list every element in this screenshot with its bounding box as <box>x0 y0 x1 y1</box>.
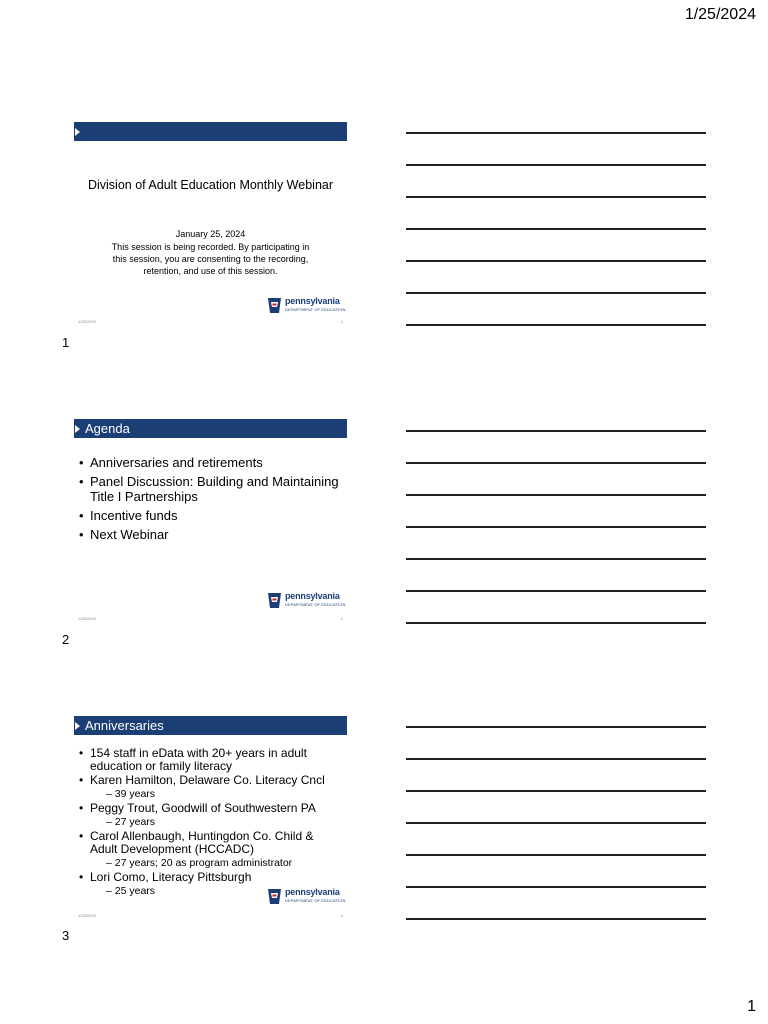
keystone-icon <box>266 592 283 609</box>
list-item <box>74 830 339 870</box>
note-line <box>406 494 706 496</box>
slide-bar-title: Agenda <box>85 421 130 436</box>
bar-arrow-icon <box>75 128 80 136</box>
note-line <box>406 726 706 728</box>
note-line <box>406 822 706 824</box>
list-item-text: 154 staff in eData with 20+ years in adult education or family literacy <box>90 746 307 773</box>
pa-education-logo <box>266 296 346 316</box>
note-line <box>406 526 706 528</box>
list-item <box>74 747 339 773</box>
slide-index: 3 <box>62 928 70 943</box>
bar-arrow-icon <box>75 722 80 730</box>
note-line <box>406 622 706 624</box>
list-subitem: – 39 years <box>106 788 156 800</box>
slide-index: 2 <box>62 632 70 647</box>
slide-index: 1 <box>62 335 70 350</box>
bar-arrow-icon <box>75 425 80 433</box>
slide-footer-number: 1 <box>340 319 343 324</box>
note-line <box>406 430 706 432</box>
keystone-icon <box>266 297 283 314</box>
page-date: 1/25/2024 <box>684 6 756 23</box>
note-line <box>406 164 706 166</box>
note-line <box>406 132 706 134</box>
list-item-text: Lori Como, Literacy Pittsburgh <box>90 870 252 884</box>
list-subitem: – 27 years; 20 as program administrator <box>106 857 293 869</box>
note-line <box>406 196 706 198</box>
slide-footer-date: 1/25/2024 <box>78 616 96 621</box>
list-subitem: – 27 years <box>106 816 156 828</box>
pa-education-logo <box>266 887 346 907</box>
recording-notice: This session is being recorded. By participating in this session, you are consenting to the recording, retention, and use of this session. <box>111 242 310 276</box>
slide-1 <box>74 122 347 327</box>
list-item: • Anniversaries and retirements <box>74 455 339 470</box>
slide-footer-date: 1/25/2024 <box>78 913 96 918</box>
slide-2 <box>74 419 347 624</box>
list-item-text: Karen Hamilton, Delaware Co. Literacy Cncl <box>90 773 325 787</box>
slide-bar-title: Anniversaries <box>85 718 164 733</box>
list-item <box>74 802 339 829</box>
note-line <box>406 886 706 888</box>
list-subitem: – 25 years <box>106 885 156 897</box>
page-number: 1 <box>747 998 756 1015</box>
list-item-text: Carol Allenbaugh, Huntingdon Co. Child & Adult Development (HCCADC) <box>90 829 314 856</box>
note-line <box>406 758 706 760</box>
note-line <box>406 260 706 262</box>
slide-footer-date: 1/25/2024 <box>78 319 96 324</box>
note-line <box>406 228 706 230</box>
note-line <box>406 854 706 856</box>
note-line <box>406 462 706 464</box>
logo-wordmark: pennsylvania <box>285 887 340 897</box>
note-line <box>406 918 706 920</box>
anniversaries-list <box>74 747 339 899</box>
note-line <box>406 292 706 294</box>
slide-date-line: January 25, 2024 <box>175 229 246 239</box>
logo-wordmark: pennsylvania <box>285 296 340 306</box>
logo-subtitle: DEPARTMENT OF EDUCATION <box>285 307 346 312</box>
list-item: • Next Webinar <box>74 527 339 542</box>
logo-subtitle: DEPARTMENT OF EDUCATION <box>285 602 346 607</box>
slide-title: Division of Adult Education Monthly Webinar <box>87 178 334 192</box>
slide-title-bar <box>74 716 347 735</box>
logo-wordmark: pennsylvania <box>285 591 340 601</box>
agenda-list <box>74 455 339 546</box>
note-line <box>406 790 706 792</box>
note-line <box>406 558 706 560</box>
list-item <box>74 774 339 801</box>
slide-title-bar <box>74 419 347 438</box>
slide-3 <box>74 716 347 921</box>
slide-footer-number: 3 <box>340 913 343 918</box>
slide-title-bar <box>74 122 347 141</box>
list-item-text: Peggy Trout, Goodwill of Southwestern PA <box>90 801 316 815</box>
slide-footer-number: 2 <box>340 616 343 621</box>
list-item: • Incentive funds <box>74 508 339 523</box>
pa-education-logo <box>266 591 346 611</box>
list-item: • Panel Discussion: Building and Maintaining Title I Partnerships <box>74 474 339 504</box>
logo-subtitle: DEPARTMENT OF EDUCATION <box>285 898 346 903</box>
note-line <box>406 590 706 592</box>
keystone-icon <box>266 888 283 905</box>
note-line <box>406 324 706 326</box>
